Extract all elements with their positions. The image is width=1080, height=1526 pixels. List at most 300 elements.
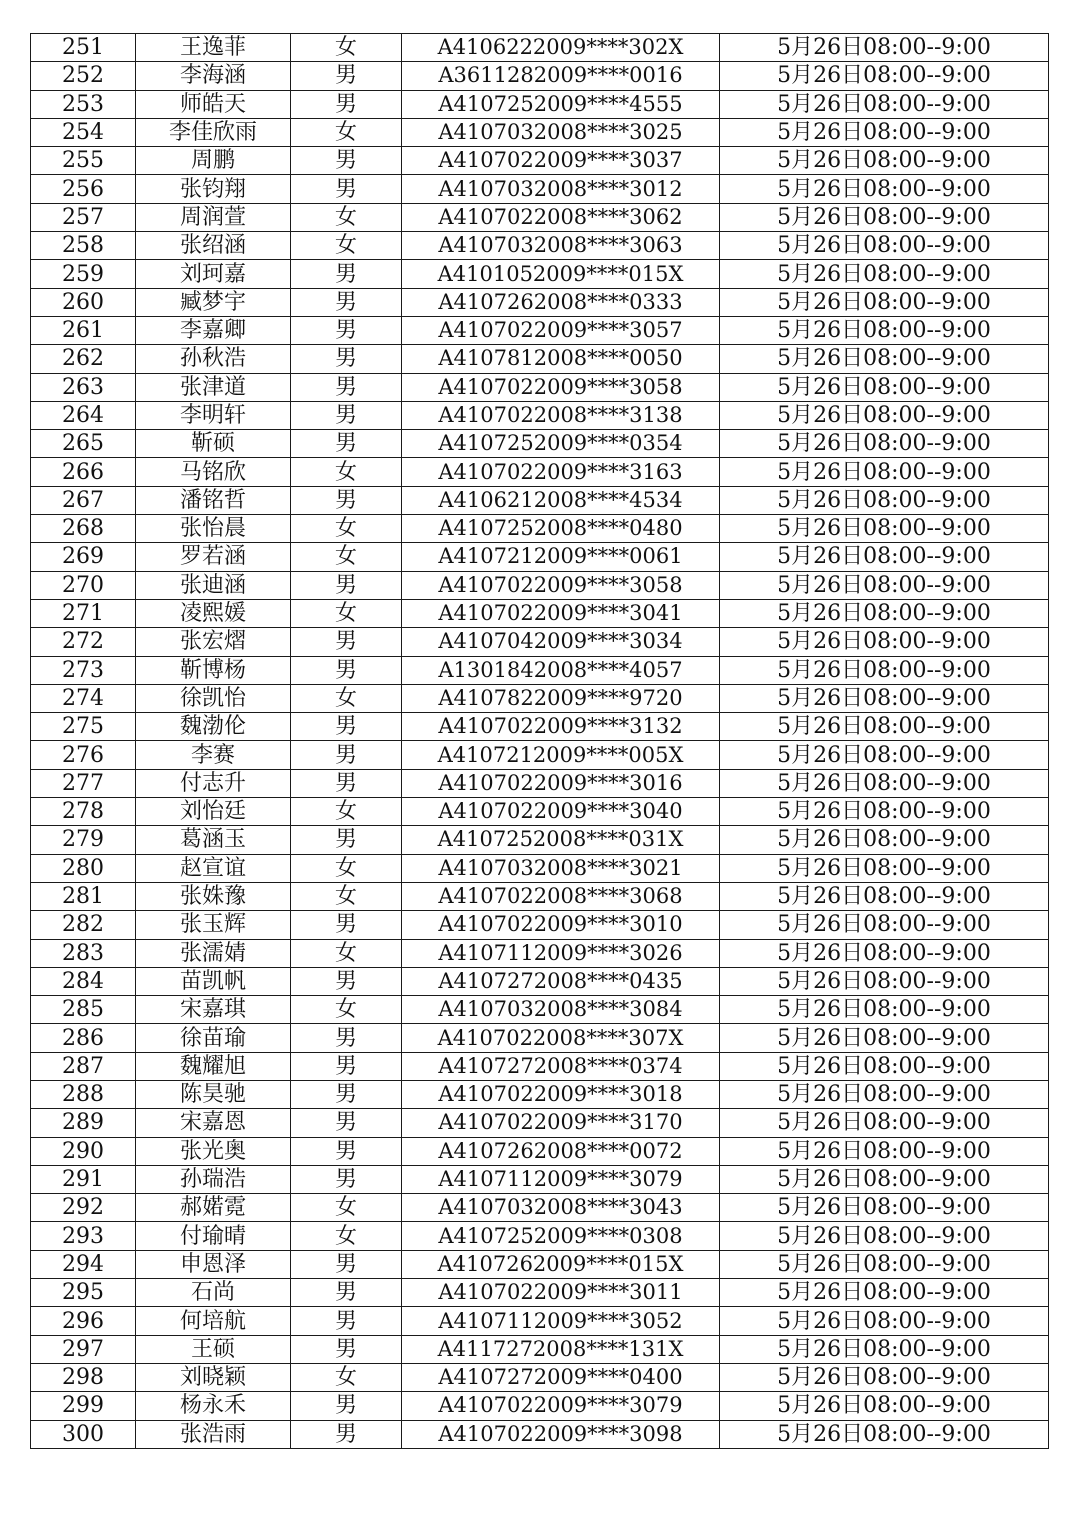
time-slot-cell: 5月26日08:00--9:00	[720, 458, 1049, 486]
id-number-cell: A4107022009****3079	[402, 1392, 720, 1420]
id-number-cell: A4107272008****0374	[402, 1052, 720, 1080]
id-number-cell: A4107022009****3058	[402, 373, 720, 401]
student-name-cell: 李赛	[136, 741, 291, 769]
gender-cell: 女	[291, 854, 402, 882]
row-number-cell: 282	[31, 911, 136, 939]
time-slot-cell: 5月26日08:00--9:00	[720, 1024, 1049, 1052]
time-slot-cell: 5月26日08:00--9:00	[720, 260, 1049, 288]
table-row	[31, 34, 1049, 62]
time-slot-cell: 5月26日08:00--9:00	[720, 656, 1049, 684]
gender-cell: 女	[291, 203, 402, 231]
row-number-cell: 278	[31, 798, 136, 826]
row-number-cell: 283	[31, 939, 136, 967]
table-row	[31, 288, 1049, 316]
table-row	[31, 118, 1049, 146]
row-number-cell: 252	[31, 62, 136, 90]
time-slot-cell: 5月26日08:00--9:00	[720, 911, 1049, 939]
id-number-cell: A4107022008****3062	[402, 203, 720, 231]
gender-cell: 女	[291, 684, 402, 712]
gender-cell: 女	[291, 118, 402, 146]
student-name-cell: 张宏熠	[136, 628, 291, 656]
row-number-cell: 297	[31, 1335, 136, 1363]
time-slot-cell: 5月26日08:00--9:00	[720, 486, 1049, 514]
time-slot-cell: 5月26日08:00--9:00	[720, 798, 1049, 826]
id-number-cell: A4107022009****3016	[402, 769, 720, 797]
gender-cell: 男	[291, 260, 402, 288]
student-name-cell: 石尚	[136, 1279, 291, 1307]
id-number-cell: A4107252008****0480	[402, 515, 720, 543]
row-number-cell: 281	[31, 882, 136, 910]
gender-cell: 女	[291, 1194, 402, 1222]
row-number-cell: 254	[31, 118, 136, 146]
student-name-cell: 周鹏	[136, 147, 291, 175]
gender-cell: 女	[291, 1222, 402, 1250]
student-name-cell: 赵宣谊	[136, 854, 291, 882]
row-number-cell: 267	[31, 486, 136, 514]
student-name-cell: 苗凯帆	[136, 967, 291, 995]
time-slot-cell: 5月26日08:00--9:00	[720, 1392, 1049, 1420]
row-number-cell: 287	[31, 1052, 136, 1080]
gender-cell: 男	[291, 769, 402, 797]
time-slot-cell: 5月26日08:00--9:00	[720, 345, 1049, 373]
table-row	[31, 769, 1049, 797]
time-slot-cell: 5月26日08:00--9:00	[720, 571, 1049, 599]
time-slot-cell: 5月26日08:00--9:00	[720, 1363, 1049, 1391]
id-number-cell: A4107022009****3163	[402, 458, 720, 486]
row-number-cell: 259	[31, 260, 136, 288]
time-slot-cell: 5月26日08:00--9:00	[720, 1165, 1049, 1193]
student-name-cell: 张浩雨	[136, 1420, 291, 1448]
id-number-cell: A4107032008****3063	[402, 232, 720, 260]
table-row	[31, 401, 1049, 429]
table-row	[31, 486, 1049, 514]
gender-cell: 男	[291, 175, 402, 203]
table-row	[31, 1194, 1049, 1222]
time-slot-cell: 5月26日08:00--9:00	[720, 996, 1049, 1024]
gender-cell: 男	[291, 486, 402, 514]
table-row	[31, 1109, 1049, 1137]
time-slot-cell: 5月26日08:00--9:00	[720, 1052, 1049, 1080]
table-row	[31, 798, 1049, 826]
time-slot-cell: 5月26日08:00--9:00	[720, 1222, 1049, 1250]
student-name-cell: 付志升	[136, 769, 291, 797]
student-name-cell: 张钧翔	[136, 175, 291, 203]
time-slot-cell: 5月26日08:00--9:00	[720, 34, 1049, 62]
row-number-cell: 276	[31, 741, 136, 769]
id-number-cell: A1301842008****4057	[402, 656, 720, 684]
gender-cell: 男	[291, 373, 402, 401]
student-name-cell: 马铭欣	[136, 458, 291, 486]
row-number-cell: 296	[31, 1307, 136, 1335]
time-slot-cell: 5月26日08:00--9:00	[720, 1420, 1049, 1448]
gender-cell: 女	[291, 996, 402, 1024]
row-number-cell: 253	[31, 90, 136, 118]
row-number-cell: 265	[31, 430, 136, 458]
student-name-cell: 付瑜晴	[136, 1222, 291, 1250]
table-row	[31, 599, 1049, 627]
table-row	[31, 1080, 1049, 1108]
row-number-cell: 273	[31, 656, 136, 684]
id-number-cell: A4107022009****3058	[402, 571, 720, 599]
id-number-cell: A4107212009****005X	[402, 741, 720, 769]
table-row	[31, 543, 1049, 571]
gender-cell: 女	[291, 939, 402, 967]
student-name-cell: 刘珂嘉	[136, 260, 291, 288]
gender-cell: 男	[291, 713, 402, 741]
row-number-cell: 292	[31, 1194, 136, 1222]
row-number-cell: 270	[31, 571, 136, 599]
id-number-cell: A4107252009****4555	[402, 90, 720, 118]
student-name-cell: 宋嘉恩	[136, 1109, 291, 1137]
student-name-cell: 孙秋浩	[136, 345, 291, 373]
id-number-cell: A4107022008****3138	[402, 401, 720, 429]
row-number-cell: 291	[31, 1165, 136, 1193]
table-row	[31, 1392, 1049, 1420]
gender-cell: 女	[291, 599, 402, 627]
time-slot-cell: 5月26日08:00--9:00	[720, 175, 1049, 203]
time-slot-cell: 5月26日08:00--9:00	[720, 882, 1049, 910]
id-number-cell: A4117272008****131X	[402, 1335, 720, 1363]
id-number-cell: A4107252009****0354	[402, 430, 720, 458]
student-name-cell: 王硕	[136, 1335, 291, 1363]
table-row	[31, 90, 1049, 118]
id-number-cell: A4107812008****0050	[402, 345, 720, 373]
student-name-cell: 宋嘉琪	[136, 996, 291, 1024]
id-number-cell: A4107212009****0061	[402, 543, 720, 571]
table-row	[31, 1222, 1049, 1250]
student-name-cell: 张津道	[136, 373, 291, 401]
time-slot-cell: 5月26日08:00--9:00	[720, 1080, 1049, 1108]
table-row	[31, 628, 1049, 656]
time-slot-cell: 5月26日08:00--9:00	[720, 1109, 1049, 1137]
gender-cell: 男	[291, 288, 402, 316]
row-number-cell: 286	[31, 1024, 136, 1052]
gender-cell: 女	[291, 458, 402, 486]
id-number-cell: A4107262009****015X	[402, 1250, 720, 1278]
row-number-cell: 266	[31, 458, 136, 486]
table-row	[31, 260, 1049, 288]
gender-cell: 男	[291, 628, 402, 656]
roster-table	[30, 33, 1049, 1449]
gender-cell: 男	[291, 741, 402, 769]
table-row	[31, 203, 1049, 231]
id-number-cell: A4107262008****0072	[402, 1137, 720, 1165]
table-row	[31, 571, 1049, 599]
gender-cell: 男	[291, 656, 402, 684]
gender-cell: 女	[291, 232, 402, 260]
id-number-cell: A4107022009****3057	[402, 316, 720, 344]
time-slot-cell: 5月26日08:00--9:00	[720, 628, 1049, 656]
row-number-cell: 294	[31, 1250, 136, 1278]
id-number-cell: A4107272009****0400	[402, 1363, 720, 1391]
gender-cell: 男	[291, 1279, 402, 1307]
gender-cell: 女	[291, 543, 402, 571]
gender-cell: 男	[291, 1109, 402, 1137]
table-row	[31, 1307, 1049, 1335]
time-slot-cell: 5月26日08:00--9:00	[720, 1279, 1049, 1307]
row-number-cell: 269	[31, 543, 136, 571]
student-name-cell: 陈昊驰	[136, 1080, 291, 1108]
gender-cell: 男	[291, 345, 402, 373]
table-row	[31, 939, 1049, 967]
id-number-cell: A4107042009****3034	[402, 628, 720, 656]
student-name-cell: 李佳欣雨	[136, 118, 291, 146]
gender-cell: 男	[291, 1052, 402, 1080]
time-slot-cell: 5月26日08:00--9:00	[720, 1250, 1049, 1278]
row-number-cell: 299	[31, 1392, 136, 1420]
row-number-cell: 298	[31, 1363, 136, 1391]
time-slot-cell: 5月26日08:00--9:00	[720, 854, 1049, 882]
table-row	[31, 996, 1049, 1024]
row-number-cell: 280	[31, 854, 136, 882]
id-number-cell: A4107022009****3018	[402, 1080, 720, 1108]
gender-cell: 女	[291, 1363, 402, 1391]
id-number-cell: A4107022009****3132	[402, 713, 720, 741]
time-slot-cell: 5月26日08:00--9:00	[720, 316, 1049, 344]
row-number-cell: 277	[31, 769, 136, 797]
id-number-cell: A4107112009****3079	[402, 1165, 720, 1193]
row-number-cell: 268	[31, 515, 136, 543]
gender-cell: 男	[291, 430, 402, 458]
student-name-cell: 徐凯怡	[136, 684, 291, 712]
id-number-cell: A4107032008****3021	[402, 854, 720, 882]
row-number-cell: 300	[31, 1420, 136, 1448]
table-row	[31, 854, 1049, 882]
id-number-cell: A4107112009****3052	[402, 1307, 720, 1335]
student-name-cell: 杨永禾	[136, 1392, 291, 1420]
student-name-cell: 张怡晨	[136, 515, 291, 543]
gender-cell: 男	[291, 1137, 402, 1165]
row-number-cell: 288	[31, 1080, 136, 1108]
gender-cell: 男	[291, 1392, 402, 1420]
id-number-cell: A4107022009****3010	[402, 911, 720, 939]
gender-cell: 男	[291, 401, 402, 429]
time-slot-cell: 5月26日08:00--9:00	[720, 769, 1049, 797]
row-number-cell: 295	[31, 1279, 136, 1307]
time-slot-cell: 5月26日08:00--9:00	[720, 1137, 1049, 1165]
time-slot-cell: 5月26日08:00--9:00	[720, 288, 1049, 316]
table-row	[31, 345, 1049, 373]
id-number-cell: A4107022008****3068	[402, 882, 720, 910]
time-slot-cell: 5月26日08:00--9:00	[720, 713, 1049, 741]
time-slot-cell: 5月26日08:00--9:00	[720, 741, 1049, 769]
student-name-cell: 靳硕	[136, 430, 291, 458]
id-number-cell: A4107022009****3170	[402, 1109, 720, 1137]
time-slot-cell: 5月26日08:00--9:00	[720, 147, 1049, 175]
time-slot-cell: 5月26日08:00--9:00	[720, 826, 1049, 854]
time-slot-cell: 5月26日08:00--9:00	[720, 1335, 1049, 1363]
id-number-cell: A4107112009****3026	[402, 939, 720, 967]
time-slot-cell: 5月26日08:00--9:00	[720, 62, 1049, 90]
table-row	[31, 232, 1049, 260]
id-number-cell: A4107262008****0333	[402, 288, 720, 316]
roster-body	[31, 34, 1049, 1449]
student-name-cell: 臧梦宇	[136, 288, 291, 316]
id-number-cell: A4107252008****031X	[402, 826, 720, 854]
id-number-cell: A4107022009****3040	[402, 798, 720, 826]
student-name-cell: 靳博杨	[136, 656, 291, 684]
student-name-cell: 张迪涵	[136, 571, 291, 599]
table-row	[31, 147, 1049, 175]
student-name-cell: 郝婼霓	[136, 1194, 291, 1222]
student-name-cell: 葛涵玉	[136, 826, 291, 854]
student-name-cell: 王逸菲	[136, 34, 291, 62]
student-name-cell: 师皓天	[136, 90, 291, 118]
id-number-cell: A4107272008****0435	[402, 967, 720, 995]
time-slot-cell: 5月26日08:00--9:00	[720, 118, 1049, 146]
table-row	[31, 911, 1049, 939]
row-number-cell: 258	[31, 232, 136, 260]
gender-cell: 男	[291, 967, 402, 995]
table-row	[31, 967, 1049, 995]
time-slot-cell: 5月26日08:00--9:00	[720, 967, 1049, 995]
row-number-cell: 289	[31, 1109, 136, 1137]
table-row	[31, 458, 1049, 486]
id-number-cell: A4106212008****4534	[402, 486, 720, 514]
row-number-cell: 285	[31, 996, 136, 1024]
row-number-cell: 251	[31, 34, 136, 62]
id-number-cell: A4107022009****3098	[402, 1420, 720, 1448]
gender-cell: 男	[291, 1250, 402, 1278]
student-name-cell: 潘铭哲	[136, 486, 291, 514]
gender-cell: 男	[291, 911, 402, 939]
time-slot-cell: 5月26日08:00--9:00	[720, 203, 1049, 231]
row-number-cell: 293	[31, 1222, 136, 1250]
gender-cell: 男	[291, 62, 402, 90]
student-name-cell: 张玉辉	[136, 911, 291, 939]
row-number-cell: 264	[31, 401, 136, 429]
row-number-cell: 257	[31, 203, 136, 231]
row-number-cell: 274	[31, 684, 136, 712]
table-row	[31, 1250, 1049, 1278]
table-row	[31, 741, 1049, 769]
id-number-cell: A3611282009****0016	[402, 62, 720, 90]
table-row	[31, 713, 1049, 741]
id-number-cell: A4101052009****015X	[402, 260, 720, 288]
student-name-cell: 凌熙媛	[136, 599, 291, 627]
table-row	[31, 656, 1049, 684]
table-row	[31, 316, 1049, 344]
id-number-cell: A4107822009****9720	[402, 684, 720, 712]
table-row	[31, 1363, 1049, 1391]
id-number-cell: A4107032008****3012	[402, 175, 720, 203]
time-slot-cell: 5月26日08:00--9:00	[720, 684, 1049, 712]
row-number-cell: 290	[31, 1137, 136, 1165]
table-row	[31, 1137, 1049, 1165]
row-number-cell: 272	[31, 628, 136, 656]
student-name-cell: 张光奥	[136, 1137, 291, 1165]
student-name-cell: 刘晓颖	[136, 1363, 291, 1391]
table-row	[31, 1024, 1049, 1052]
row-number-cell: 256	[31, 175, 136, 203]
student-name-cell: 张姝豫	[136, 882, 291, 910]
gender-cell: 女	[291, 882, 402, 910]
table-row	[31, 684, 1049, 712]
time-slot-cell: 5月26日08:00--9:00	[720, 232, 1049, 260]
student-name-cell: 李嘉卿	[136, 316, 291, 344]
gender-cell: 男	[291, 1420, 402, 1448]
table-row	[31, 175, 1049, 203]
student-name-cell: 罗若涵	[136, 543, 291, 571]
gender-cell: 男	[291, 571, 402, 599]
table-row	[31, 1279, 1049, 1307]
student-name-cell: 张绍涵	[136, 232, 291, 260]
row-number-cell: 271	[31, 599, 136, 627]
table-row	[31, 1420, 1049, 1448]
gender-cell: 男	[291, 826, 402, 854]
id-number-cell: A4106222009****302X	[402, 34, 720, 62]
gender-cell: 男	[291, 90, 402, 118]
time-slot-cell: 5月26日08:00--9:00	[720, 1194, 1049, 1222]
gender-cell: 女	[291, 34, 402, 62]
time-slot-cell: 5月26日08:00--9:00	[720, 373, 1049, 401]
student-name-cell: 张濡婧	[136, 939, 291, 967]
id-number-cell: A4107022009****3041	[402, 599, 720, 627]
time-slot-cell: 5月26日08:00--9:00	[720, 430, 1049, 458]
row-number-cell: 275	[31, 713, 136, 741]
row-number-cell: 262	[31, 345, 136, 373]
table-row	[31, 882, 1049, 910]
id-number-cell: A4107032008****3025	[402, 118, 720, 146]
time-slot-cell: 5月26日08:00--9:00	[720, 1307, 1049, 1335]
time-slot-cell: 5月26日08:00--9:00	[720, 939, 1049, 967]
table-row	[31, 826, 1049, 854]
gender-cell: 男	[291, 1080, 402, 1108]
student-name-cell: 周润萱	[136, 203, 291, 231]
time-slot-cell: 5月26日08:00--9:00	[720, 401, 1049, 429]
row-number-cell: 263	[31, 373, 136, 401]
gender-cell: 女	[291, 798, 402, 826]
student-name-cell: 李明轩	[136, 401, 291, 429]
gender-cell: 男	[291, 1165, 402, 1193]
id-number-cell: A4107022009****3037	[402, 147, 720, 175]
student-name-cell: 孙瑞浩	[136, 1165, 291, 1193]
student-name-cell: 何培航	[136, 1307, 291, 1335]
row-number-cell: 260	[31, 288, 136, 316]
time-slot-cell: 5月26日08:00--9:00	[720, 543, 1049, 571]
id-number-cell: A4107252009****0308	[402, 1222, 720, 1250]
row-number-cell: 279	[31, 826, 136, 854]
row-number-cell: 255	[31, 147, 136, 175]
gender-cell: 男	[291, 1307, 402, 1335]
student-name-cell: 魏渤伦	[136, 713, 291, 741]
id-number-cell: A4107022008****307X	[402, 1024, 720, 1052]
student-name-cell: 徐苗瑜	[136, 1024, 291, 1052]
time-slot-cell: 5月26日08:00--9:00	[720, 599, 1049, 627]
student-name-cell: 魏耀旭	[136, 1052, 291, 1080]
table-row	[31, 1335, 1049, 1363]
table-row	[31, 373, 1049, 401]
table-row	[31, 1165, 1049, 1193]
gender-cell: 男	[291, 1024, 402, 1052]
id-number-cell: A4107022009****3011	[402, 1279, 720, 1307]
gender-cell: 男	[291, 316, 402, 344]
row-number-cell: 284	[31, 967, 136, 995]
student-name-cell: 申恩泽	[136, 1250, 291, 1278]
table-row	[31, 62, 1049, 90]
gender-cell: 男	[291, 1335, 402, 1363]
student-name-cell: 李海涵	[136, 62, 291, 90]
table-row	[31, 430, 1049, 458]
student-name-cell: 刘怡廷	[136, 798, 291, 826]
table-row	[31, 515, 1049, 543]
time-slot-cell: 5月26日08:00--9:00	[720, 90, 1049, 118]
id-number-cell: A4107032008****3043	[402, 1194, 720, 1222]
row-number-cell: 261	[31, 316, 136, 344]
table-row	[31, 1052, 1049, 1080]
id-number-cell: A4107032008****3084	[402, 996, 720, 1024]
time-slot-cell: 5月26日08:00--9:00	[720, 515, 1049, 543]
